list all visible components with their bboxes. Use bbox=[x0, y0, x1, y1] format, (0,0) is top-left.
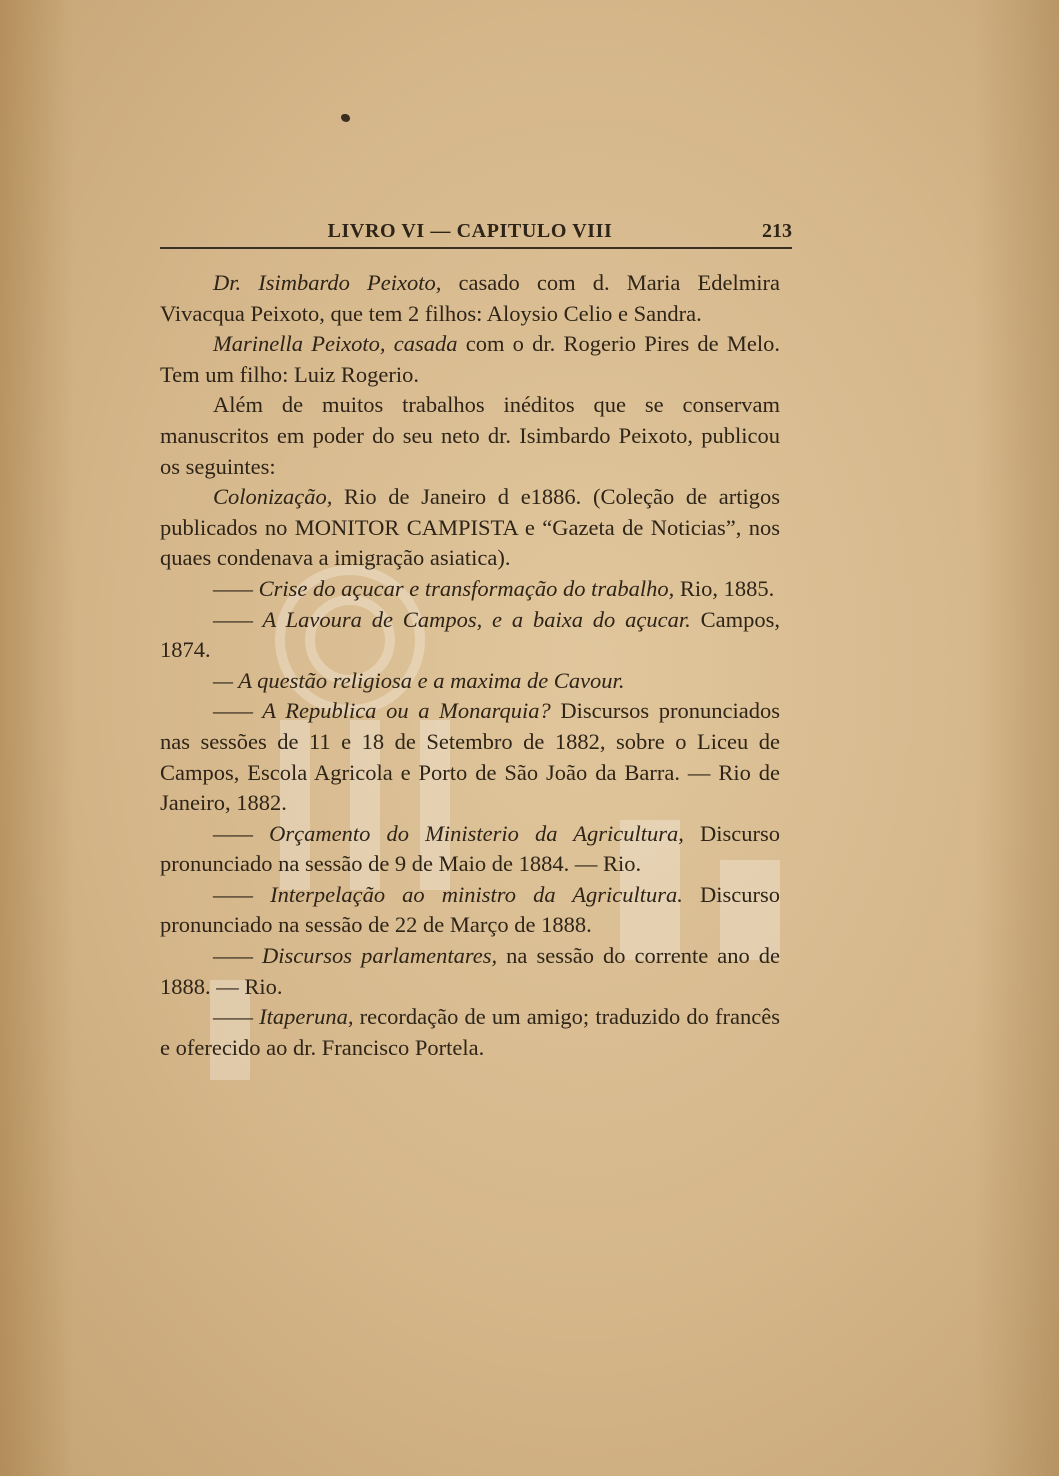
paragraph-text: casado com d. Maria Edelmira Vivacqua Peixoto, que tem 2 filhos: Aloysio Celio e Sandra. bbox=[160, 270, 780, 326]
paragraph-italic: —— A Republica ou a Monarquia? bbox=[213, 698, 551, 724]
paragraph bbox=[160, 574, 780, 605]
paragraph-italic: —— Interpelação ao ministro da Agricultura. bbox=[213, 881, 683, 907]
running-title: LIVRO VI — CAPITULO VIII bbox=[327, 220, 613, 242]
paragraph bbox=[160, 880, 780, 941]
paragraph-italic: —— Discursos parlamentares, bbox=[213, 943, 498, 969]
paragraph-text: Discurso pronunciado na sessão de 22 de Março de 1888. bbox=[160, 881, 780, 938]
paragraph-text: na sessão do corrente ano de 1888. — Rio. bbox=[160, 943, 780, 999]
paragraph bbox=[160, 1002, 780, 1063]
paragraph-text: Discurso pronunciado na sessão de 9 de Maio de 1884. — Rio. bbox=[160, 820, 780, 877]
paragraph-italic: Dr. Isimbardo Peixoto, bbox=[213, 270, 442, 295]
paragraph-text: Rio, 1885. bbox=[674, 575, 775, 601]
paragraph bbox=[160, 819, 780, 880]
paragraph-text: recordação de um amigo; traduzido do francês e oferecido ao dr. Francisco Portela. bbox=[160, 1004, 780, 1060]
paragraph-text: Além de muitos trabalhos inéditos que se conservam manuscritos em poder do seu neto dr. Isimbardo Peixoto, publicou os seguintes: bbox=[160, 392, 780, 479]
paragraph-italic: — A questão religiosa e a maxima de Cavour. bbox=[213, 667, 625, 693]
running-head bbox=[160, 218, 792, 248]
paragraph bbox=[160, 268, 780, 329]
paragraph-italic: —— A Lavoura de Campos, e a baixa do açucar. bbox=[213, 606, 691, 632]
paragraph bbox=[160, 605, 780, 666]
paragraph-italic: —— Itaperuna, bbox=[213, 1004, 354, 1030]
paragraph-italic: Colonização, bbox=[213, 484, 333, 510]
paragraph-text: com o dr. Rogerio Pires de Melo. Tem um filho: Luiz Rogerio. bbox=[160, 331, 780, 387]
paragraph-italic: —— Crise do açucar e transformação do trabalho, bbox=[213, 575, 675, 601]
body-text bbox=[160, 268, 780, 1063]
paragraph bbox=[160, 696, 780, 818]
paragraph-italic: Marinella Peixoto, casada bbox=[213, 331, 458, 357]
ink-speck bbox=[341, 114, 350, 122]
paragraph-text: Rio de Janeiro d e1886. (Coleção de artigos publicados no MONITOR CAMPISTA e “Gazeta de Noticias”, nos quaes condenava a imigração asiatica). bbox=[160, 484, 780, 571]
paragraph bbox=[160, 390, 780, 482]
paragraph bbox=[160, 482, 780, 574]
header-rule bbox=[160, 247, 792, 249]
paragraph-italic: —— Orçamento do Ministerio da Agricultura, bbox=[213, 820, 684, 846]
paragraph bbox=[160, 666, 780, 697]
page-number: 213 bbox=[762, 220, 792, 242]
paragraph-text: Campos, 1874. bbox=[160, 606, 780, 663]
paragraph-text: Discursos pronunciados nas sessões de 11 e 18 de Setembro de 1882, sobre o Liceu de Campos, Escola Agricola e Porto de São João da Barra. — Rio de Janeiro, 1882. bbox=[160, 698, 780, 816]
paragraph bbox=[160, 329, 780, 390]
paragraph bbox=[160, 941, 780, 1002]
